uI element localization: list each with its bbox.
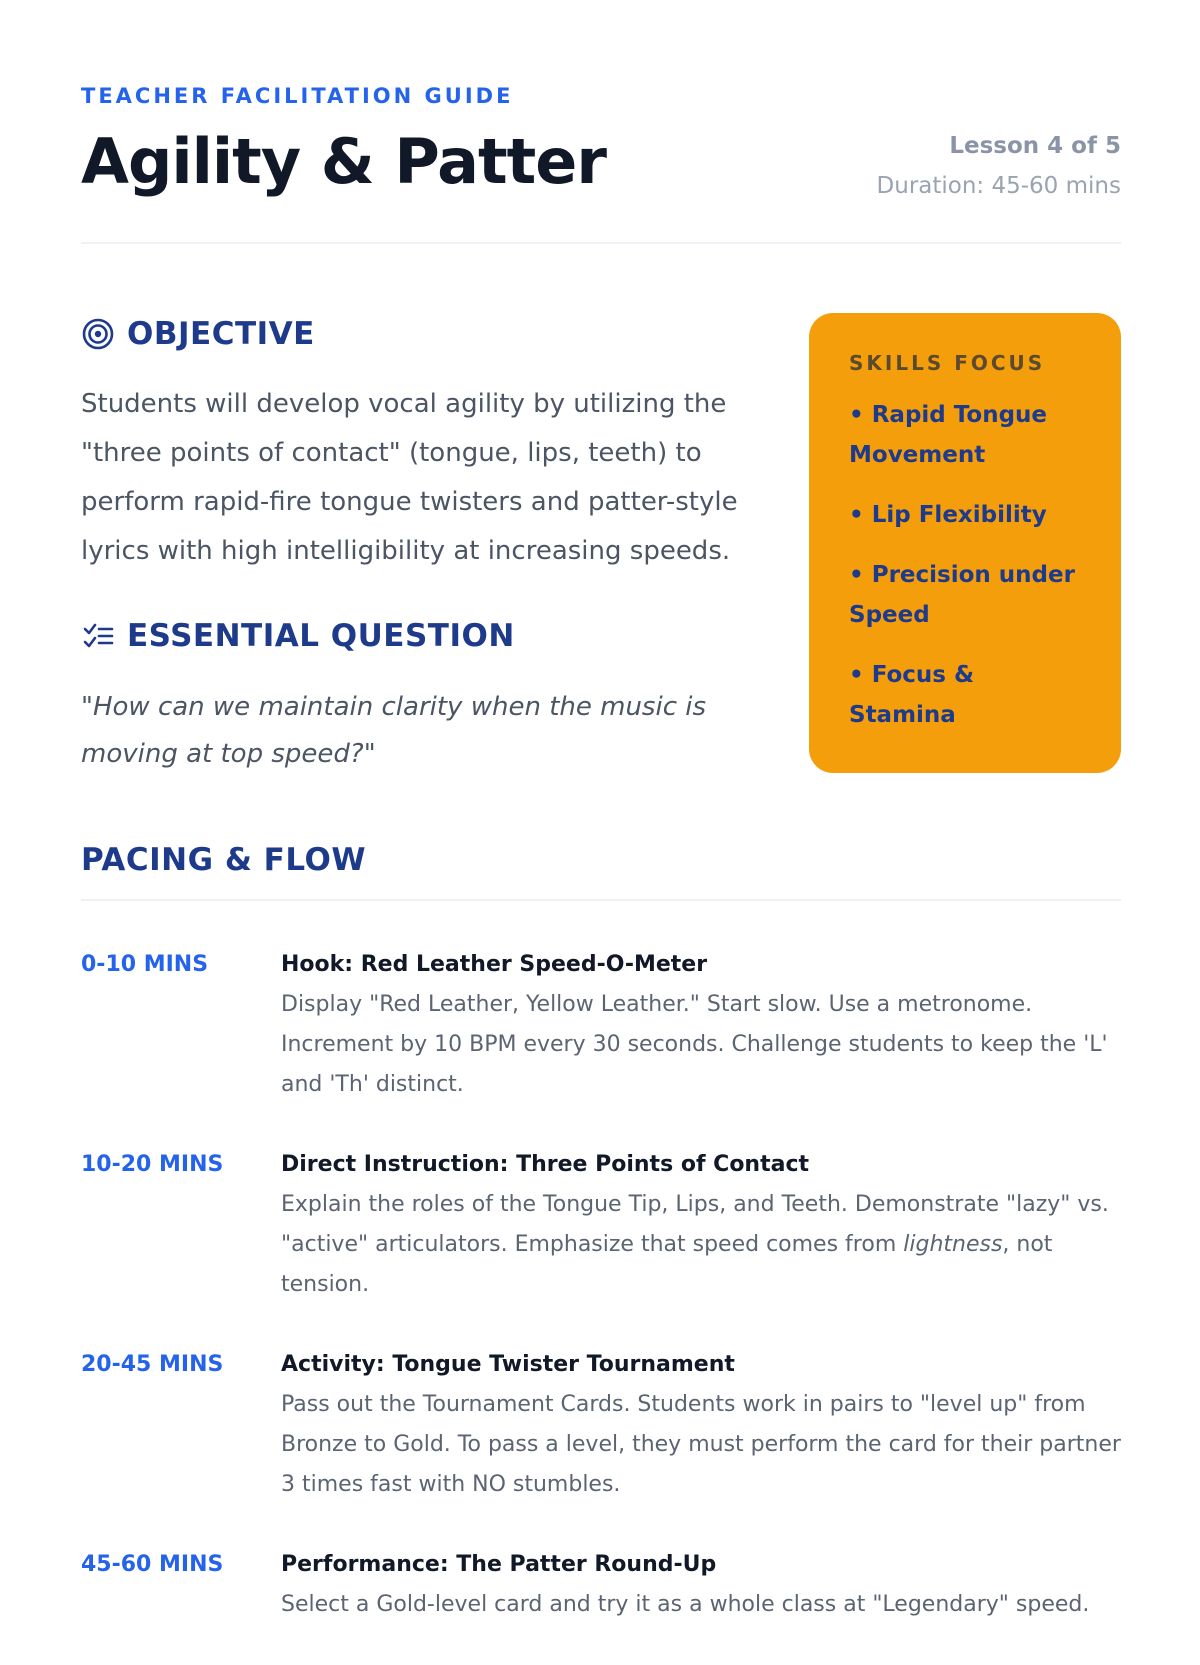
pacing-row <box>81 1545 1121 1625</box>
page-title: Agility & Patter <box>81 125 606 198</box>
checklist-icon <box>81 619 115 653</box>
essential-question-heading <box>81 618 515 654</box>
pacing-row <box>81 1345 1121 1505</box>
essential-question-text: "How can we maintain clarity when the music is moving at top speed?" <box>81 692 707 769</box>
pacing-activity: Performance: The Patter Round-Up <box>281 1552 717 1577</box>
pacing-time: 45-60 MINS <box>81 1552 224 1577</box>
objective-heading <box>81 316 315 352</box>
objective-heading-label: OBJECTIVE <box>127 316 315 352</box>
skills-list <box>849 395 1081 735</box>
pacing-description-end: , not tension. <box>281 1232 1053 1297</box>
pacing-body <box>281 1545 1121 1625</box>
pacing-description-emphasis: lightness <box>903 1232 1003 1257</box>
facilitation-guide-page <box>81 0 1121 1617</box>
pacing-time: 10-20 MINS <box>81 1152 224 1177</box>
pacing-body <box>281 1145 1121 1305</box>
pacing-activity: Hook: Red Leather Speed-O-Meter <box>281 952 708 977</box>
essential-question-heading-label: ESSENTIAL QUESTION <box>127 618 515 654</box>
pacing-description: Display "Red Leather, Yellow Leather." Start slow. Use a metronome. Increment by 10 BPM every 30 seconds. Challenge students to keep the 'L' and 'Th' distinct. <box>281 992 1108 1097</box>
objective-text: Students will develop vocal agility by utilizing the "three points of contact" (tongue, lips, teeth) to perform rapid-fire tongue twisters and patter-style lyrics with high intelligibility at increasing speeds. <box>81 389 738 566</box>
lesson-meta <box>877 126 1121 206</box>
pacing-heading: PACING & FLOW <box>81 842 367 878</box>
header-divider <box>81 242 1121 244</box>
pacing-divider <box>81 899 1121 901</box>
skill-item: • Rapid Tongue Movement <box>849 402 1048 468</box>
lesson-number: Lesson 4 of 5 <box>949 133 1121 159</box>
guide-eyebrow: TEACHER FACILITATION GUIDE <box>81 84 514 108</box>
skill-item: • Lip Flexibility <box>849 502 1047 528</box>
pacing-activity: Activity: Tongue Twister Tournament <box>281 1352 735 1377</box>
pacing-row <box>81 1145 1121 1305</box>
pacing-time: 20-45 MINS <box>81 1352 224 1377</box>
pacing-body <box>281 945 1121 1105</box>
pacing-description: Pass out the Tournament Cards. Students work in pairs to "level up" from Bronze to Gold. To pass a level, they must perform the card for their partner 3 times fast with NO stumbles. <box>281 1392 1121 1497</box>
skill-item: • Precision under Speed <box>849 562 1075 628</box>
skills-focus-title: SKILLS FOCUS <box>849 351 1046 375</box>
pacing-row <box>81 945 1121 1105</box>
target-icon <box>81 317 115 351</box>
skills-focus-card <box>809 313 1121 773</box>
pacing-body <box>281 1345 1121 1505</box>
skill-item: • Focus & Stamina <box>849 662 975 728</box>
pacing-activity: Direct Instruction: Three Points of Contact <box>281 1152 810 1177</box>
lesson-duration: Duration: 45-60 mins <box>876 173 1121 199</box>
pacing-time: 0-10 MINS <box>81 952 209 977</box>
pacing-description: Select a Gold-level card and try it as a whole class at "Legendary" speed. <box>281 1592 1090 1617</box>
pacing-description <box>281 1185 1121 1305</box>
pacing-description-start: Explain the roles of the Tongue Tip, Lips, and Teeth. Demonstrate "lazy" vs. "active" articulators. Emphasize that speed comes from <box>281 1192 1109 1257</box>
pacing-list <box>81 945 1121 1665</box>
